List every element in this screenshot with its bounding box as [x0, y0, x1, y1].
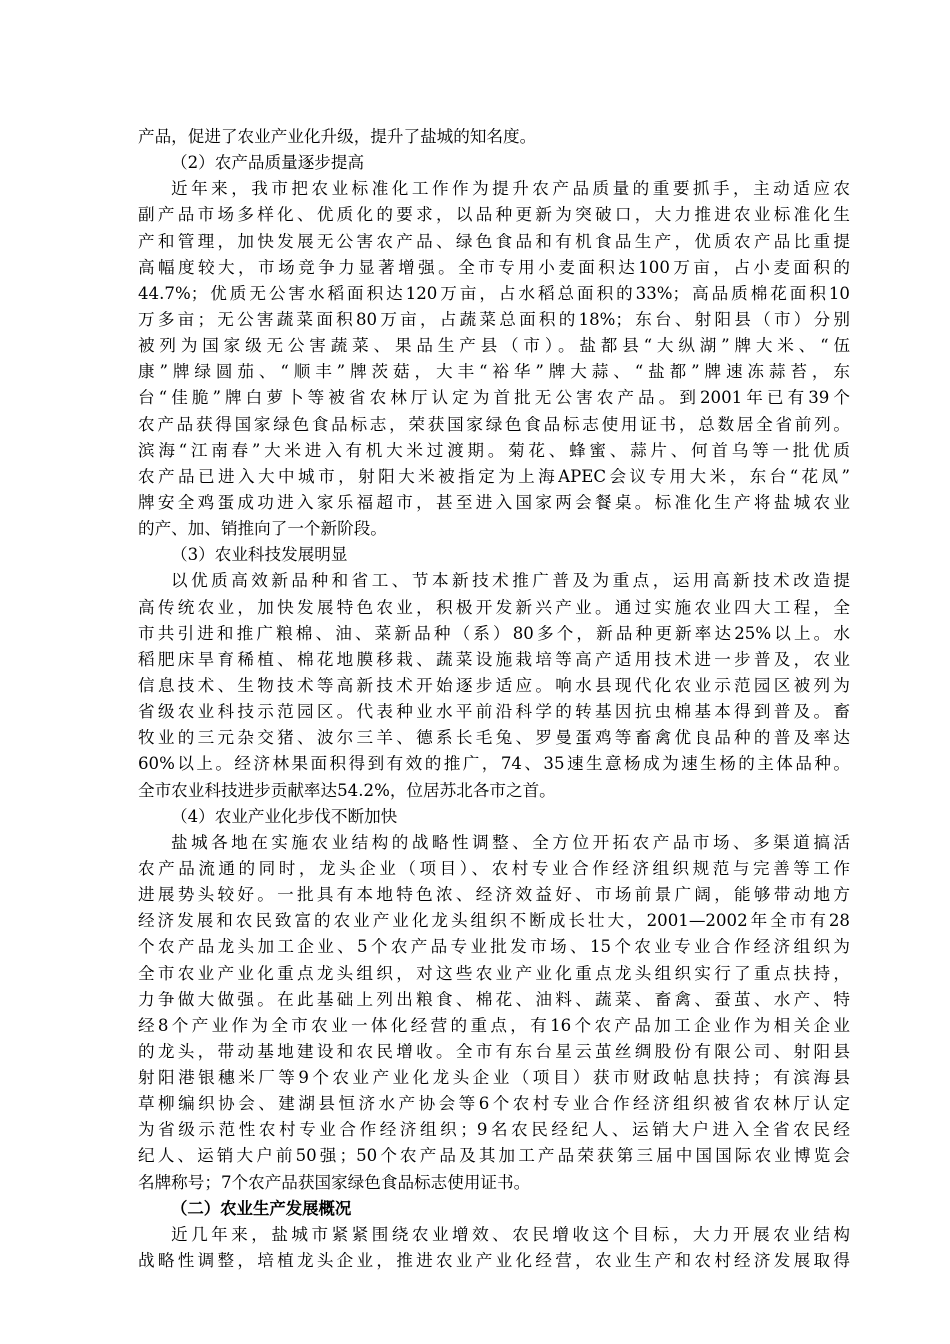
paragraph-line: 产和管理，加快发展无公害农产品、绿色食品和有机食品生产，优质农产品比重提	[138, 231, 850, 251]
paragraph-line: 纪人、运销大户前50强；50个农产品及其加工产品荣获第三届中国国际农业博览会	[138, 1146, 850, 1166]
section-heading-4: （4）农业产业化步伐不断加快	[171, 806, 398, 826]
section-heading-3: （3）农业科技发展明显	[171, 545, 348, 565]
section-heading-2: （2）农产品质量逐步提高	[171, 153, 365, 173]
section-heading-bold: （二）农业生产发展概况	[171, 1198, 352, 1218]
paragraph-line: 全市农业产业化重点龙头组织，对这些农业产业化重点龙头组织实行了重点扶持，	[138, 963, 850, 983]
paragraph-line: 个农产品龙头加工企业、5个农产品专业批发市场、15个农业专业合作经济组织为	[138, 937, 850, 957]
paragraph-line: 农产品流通的同时，龙头企业（项目）、农村专业合作经济组织规范与完善等工作	[138, 858, 850, 878]
paragraph-line: 滨海“江南春”大米进入有机大米过渡期。菊花、蜂蜜、蒜片、何首乌等一批优质	[138, 440, 850, 460]
paragraph-line: 台“佳脆”牌白萝卜等被省农林厅认定为首批无公害农产品。到2001年已有39个	[138, 388, 850, 408]
paragraph-line: 康”牌绿圆茄、“顺丰”牌茨菇，大丰“裕华”牌大蒜、“盐都”牌速冻蒜苔，东	[138, 362, 850, 382]
paragraph-line: 被列为国家级无公害蔬菜、果品生产县（市）。盐都县“大纵湖”牌大米、“伍	[138, 336, 850, 356]
paragraph-line: 近年来，我市把农业标准化工作作为提升农产品质量的重要抓手，主动适应农	[171, 179, 850, 199]
paragraph-line: 的龙头，带动基地建设和农民增收。全市有东台星云茧丝绸股份有限公司、射阳县	[138, 1041, 850, 1061]
paragraph-line: 为省级示范性农村专业合作经济组织；9名农民经纪人、运销大户进入全省农民经	[138, 1120, 850, 1140]
paragraph-line: 牌安全鸡蛋成功进入家乐福超市，甚至进入国家两会餐桌。标准化生产将盐城农业	[138, 492, 850, 512]
paragraph-line: 万多亩；无公害蔬菜面积80万亩，占蔬菜总面积的18%；东台、射阳县（市）分别	[138, 309, 850, 329]
paragraph-line: 全市农业科技进步贡献率达54.2%，位居苏北各市之首。	[138, 780, 556, 800]
paragraph-line: 经济发展和农民致富的农业产业化龙头组织不断成长壮大，2001—2002年全市有28	[138, 911, 850, 931]
paragraph-line: 省级农业科技示范园区。代表种业水平前沿科学的转基因抗虫棉基本得到普及。畜	[138, 702, 850, 722]
paragraph-line: 战略性调整，培植龙头企业，推进农业产业化经营，农业生产和农村经济发展取得	[138, 1251, 850, 1271]
paragraph-line: 高传统农业，加快发展特色农业，积极开发新兴产业。通过实施农业四大工程，全	[138, 597, 850, 617]
paragraph-line: 以优质高效新品种和省工、节本新技术推广普及为重点，运用高新技术改造提	[171, 571, 850, 591]
paragraph-line: 副产品市场多样化、优质化的要求，以品种更新为突破口，大力推进农业标准化生	[138, 205, 850, 225]
paragraph-line: 牧业的三元杂交猪、波尔三羊、德系长毛兔、罗曼蛋鸡等畜禽优良品种的普及率达	[138, 728, 850, 748]
paragraph-line: 力争做大做强。在此基础上列出粮食、棉花、油料、蔬菜、畜禽、蚕茧、水产、特	[138, 989, 850, 1009]
paragraph-line: 44.7%；优质无公害水稻面积达120万亩，占水稻总面积的33%；高品质棉花面积10	[138, 283, 850, 303]
document-page	[138, 124, 850, 1274]
paragraph-line: 盐城各地在实施农业结构的战略性调整、全方位开拓农产品市场、多渠道搞活	[171, 832, 850, 852]
paragraph-line: 60%以上。经济林果面积得到有效的推广，74、35速生意杨成为速生杨的主体品种。	[138, 754, 850, 774]
paragraph-line: 近几年来，盐城市紧紧围绕农业增效、农民增收这个目标，大力开展农业结构	[171, 1224, 850, 1244]
paragraph-line: 产品，促进了农业产业化升级，提升了盐城的知名度。	[138, 127, 537, 146]
paragraph-line: 名牌称号；7个农产品获国家绿色食品标志使用证书。	[138, 1172, 531, 1192]
paragraph-line: 的产、加、销推向了一个新阶段。	[138, 519, 387, 539]
paragraph-line: 农产品获得国家绿色食品标志，荣获国家绿色食品标志使用证书，总数居全省前列。	[138, 414, 850, 434]
paragraph-line: 射阳港银穗米厂等9个农业产业化龙头企业（项目）获市财政帖息扶持；有滨海县	[138, 1068, 850, 1088]
paragraph-line: 进展势头较好。一批具有本地特色浓、经济效益好、市场前景广阔，能够带动地方	[138, 885, 850, 905]
paragraph-line: 市共引进和推广粮棉、油、菜新品种（系）80多个，新品种更新率达25%以上。水	[138, 623, 850, 643]
paragraph-line: 草柳编织协会、建湖县恒济水产协会等6个农村专业合作经济组织被省农林厅认定	[138, 1094, 850, 1114]
paragraph-line: 高幅度较大，市场竞争力显著增强。全市专用小麦面积达100万亩，占小麦面积的	[138, 257, 850, 277]
paragraph-line: 信息技术、生物技术等高新技术开始逐步适应。响水县现代化农业示范园区被列为	[138, 675, 850, 695]
paragraph-line: 经8个产业作为全市农业一体化经营的重点，有16个农产品加工企业作为相关企业	[138, 1015, 850, 1035]
paragraph-line: 稻肥床旱育稀植、棉花地膜移栽、蔬菜设施栽培等高产适用技术进一步普及，农业	[138, 649, 850, 669]
paragraph-line: 农产品已进入大中城市，射阳大米被指定为上海APEC会议专用大米，东台“花凤”	[138, 466, 850, 486]
